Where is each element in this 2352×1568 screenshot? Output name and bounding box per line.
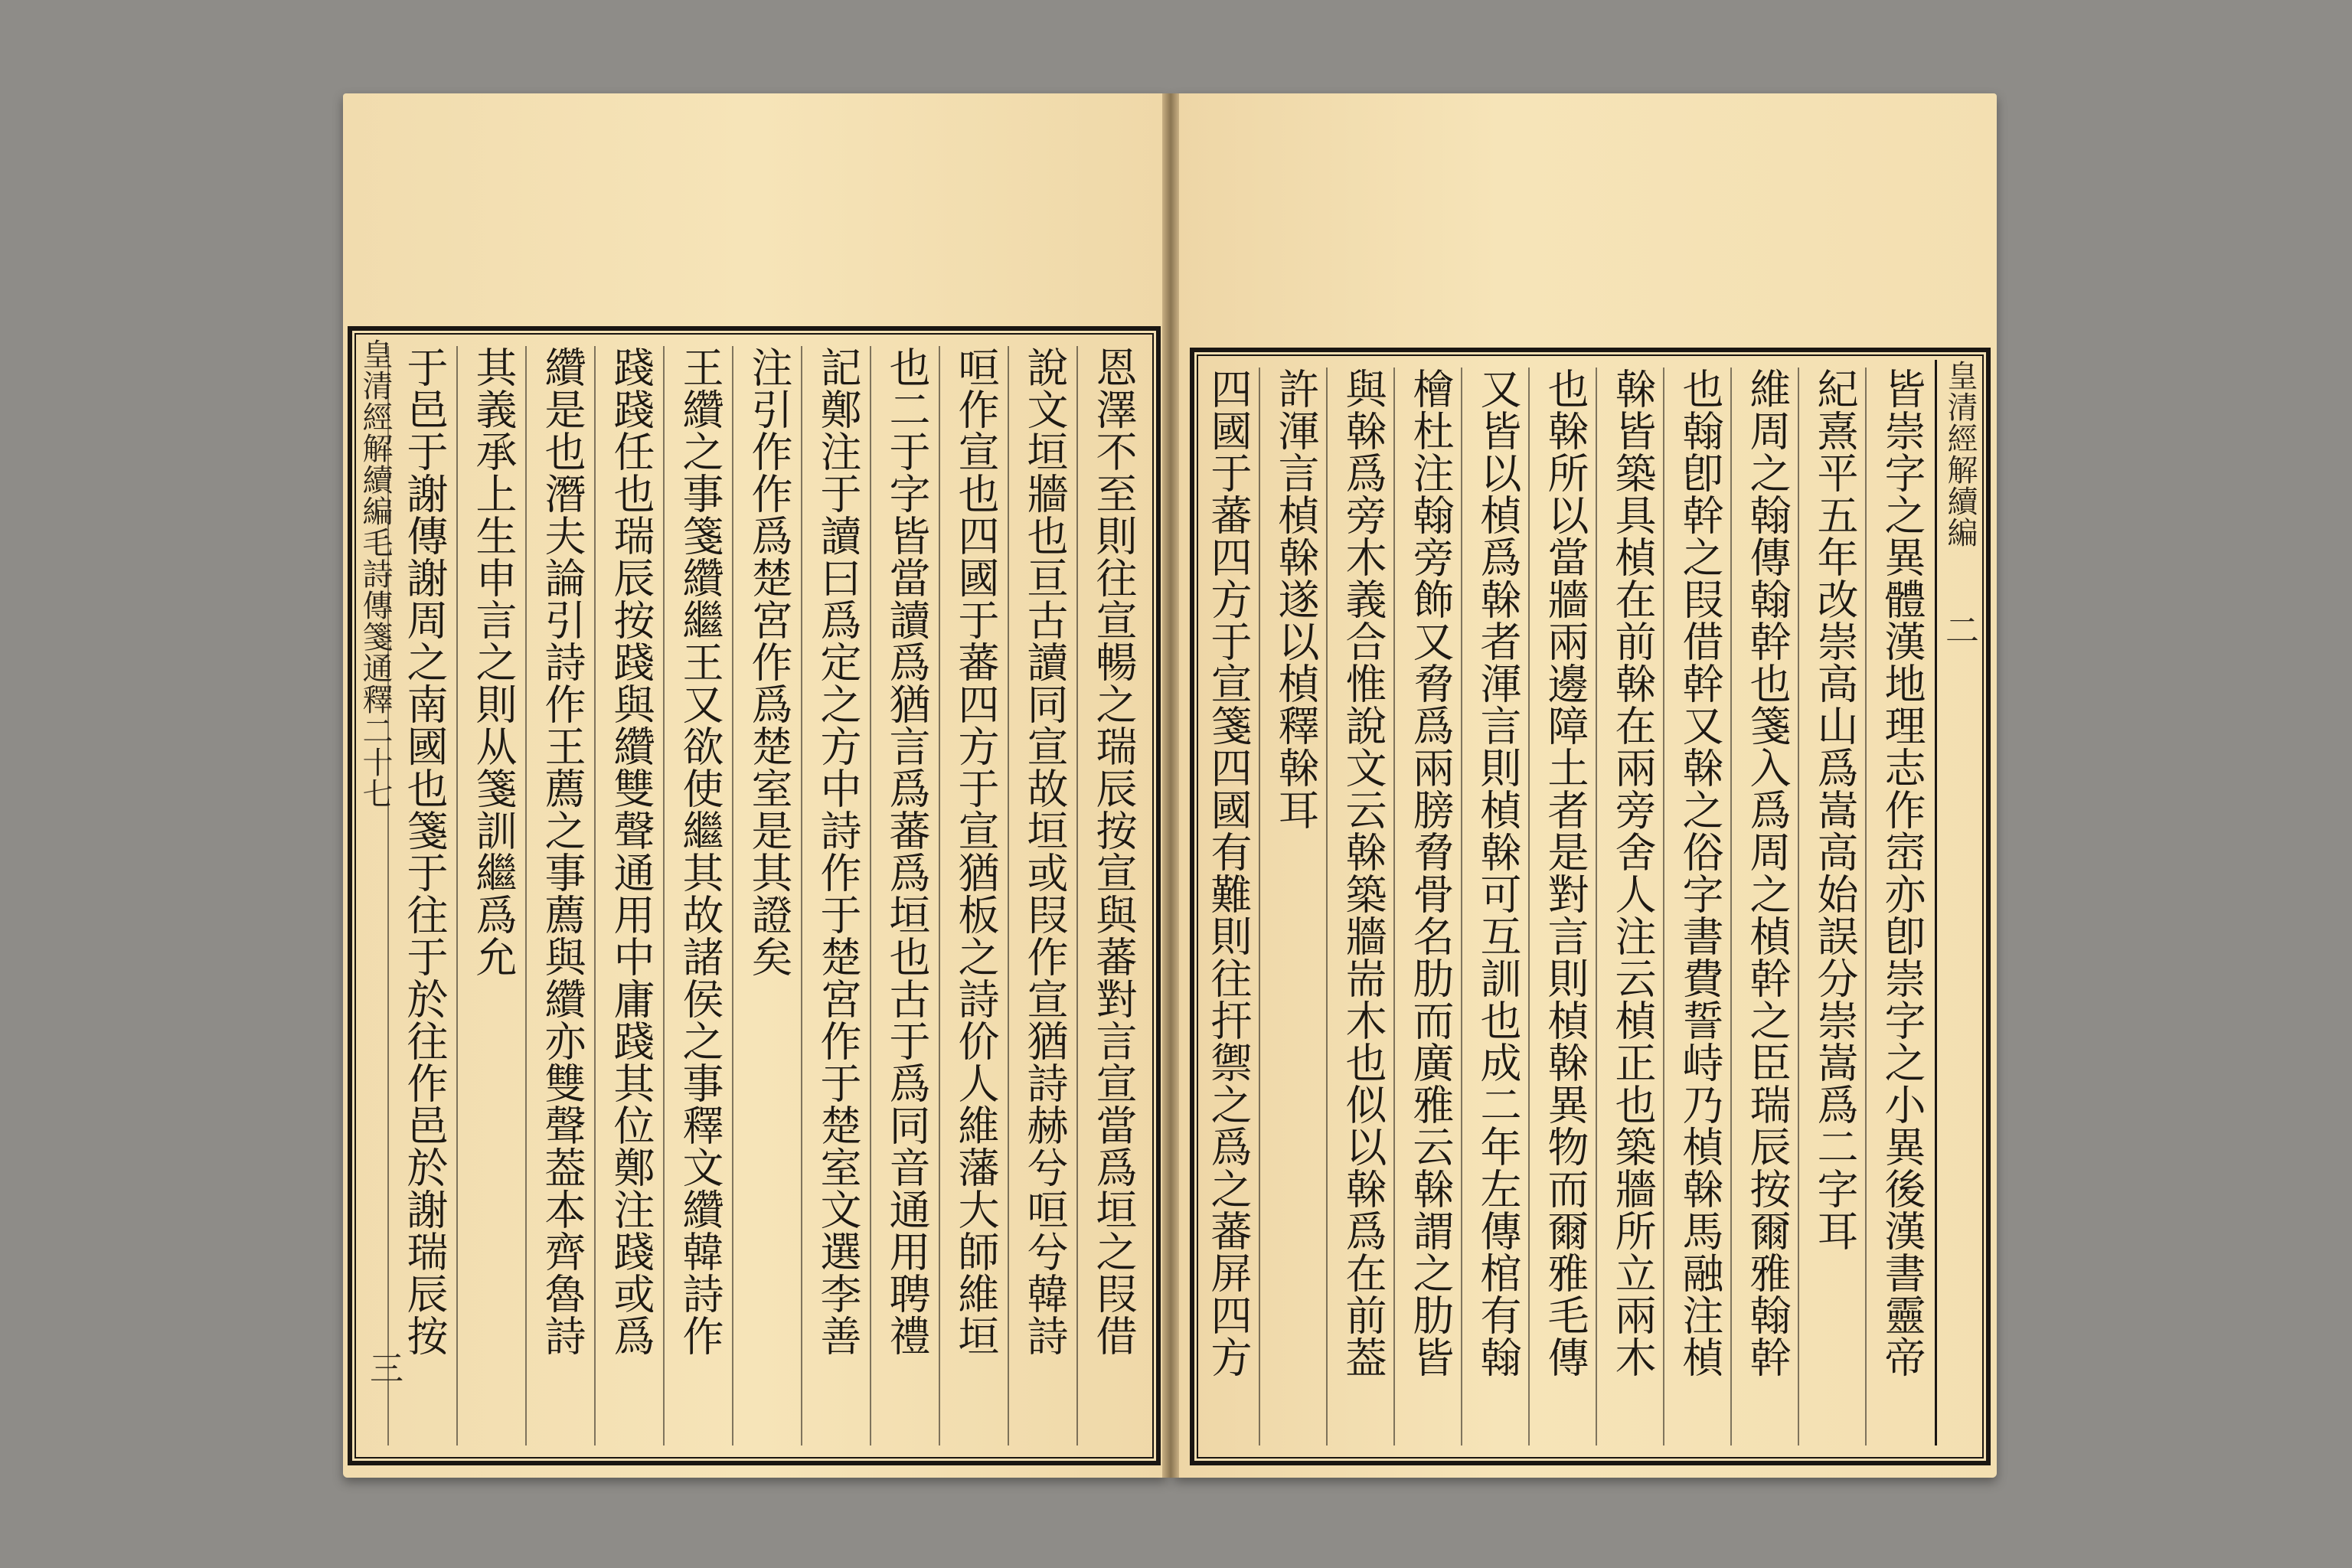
text-column: 也翰卽幹之叚借幹又榦之俗字書費誓峙乃楨榦馬融注楨 — [1663, 368, 1735, 1446]
text-column: 說文垣牆也亘古讀同宣故垣或叚作宣猶詩赫兮咺兮韓詩 — [1008, 346, 1080, 1446]
margin-title — [350, 338, 398, 1446]
text-column: 記鄭注于讀曰爲定之方中詩作于楚宮作于楚室文選李善 — [801, 346, 873, 1446]
text-column: 于邑于謝傳謝周之南國也箋于往于於往作邑於謝瑞辰按 — [387, 346, 459, 1446]
text-column: 榦皆築具楨在前榦在兩旁舍人注云楨正也築牆所立兩木 — [1596, 368, 1668, 1446]
text-column: 也榦所以當牆兩邊障土者是對言則楨榦異物而爾雅毛傳 — [1528, 368, 1600, 1446]
text-column: 纘是也潛夫論引詩作王薦之事薦與纘亦雙聲葢本齊魯詩 — [525, 346, 597, 1446]
text-column: 與榦爲旁木義合惟說文云榦築牆耑木也似以榦爲在前葢 — [1326, 368, 1398, 1446]
text-column: 又皆以楨爲榦者渾言則楨榦可互訓也成二年左傳棺有翰 — [1461, 368, 1533, 1446]
text-column: 維周之翰傳翰幹也箋入爲周之楨幹之臣瑞辰按爾雅翰幹 — [1730, 368, 1802, 1446]
text-column: 檜杜注翰旁飾又脅爲兩膀脅骨名肋而廣雅云榦謂之肋皆 — [1393, 368, 1465, 1446]
text-column: 四國于蕃四方于宣箋四國有難則往扞禦之爲之蕃屏四方 — [1191, 368, 1263, 1446]
text-column: 恩澤不至則往宣暢之瑞辰按宣與蕃對言宣當爲垣之叚借 — [1076, 346, 1148, 1446]
text-column: 許渾言楨榦遂以楨釋榦耳 — [1259, 368, 1331, 1446]
page-folio: 二 — [1939, 612, 1978, 646]
text-column: 注引作作爲楚宮作爲楚室是其證矣 — [732, 346, 804, 1446]
text-column: 紀熹平五年改崇高山爲嵩高始誤分崇嵩爲二字耳 — [1798, 368, 1870, 1446]
right-text-frame — [1190, 348, 1991, 1465]
book-gutter — [1162, 93, 1179, 1478]
text-column: 咺作宣也四國于蕃四方于宣猶板之詩价人維藩大師維垣 — [939, 346, 1011, 1446]
text-column: 王纘之事箋纘繼王又欲使繼其故諸侯之事釋文纘韓詩作 — [663, 346, 735, 1446]
margin-chapter-title: 毛詩傳箋通釋二十七 — [358, 527, 393, 809]
text-column: 其義承上生申言之則从箋訓繼爲允 — [456, 346, 528, 1446]
book-spread — [343, 93, 1997, 1478]
text-column: 踐踐任也瑞辰按踐與纘雙聲通用中庸踐其位鄭注踐或爲 — [594, 346, 666, 1446]
margin-book-title: 皇清經解續編 — [358, 338, 393, 527]
left-text-frame — [348, 326, 1161, 1465]
page-folio: 三 — [364, 1351, 403, 1384]
margin-book-title: 皇清經解續編 — [1942, 360, 1978, 548]
text-column: 也二于字皆當讀爲猶言爲蕃爲垣也古于爲同音通用聘禮 — [870, 346, 942, 1446]
margin-title — [1935, 360, 1983, 1446]
text-column: 皆崇字之異體漢地理志作崈亦卽崇字之小異後漢書靈帝 — [1865, 368, 1937, 1446]
